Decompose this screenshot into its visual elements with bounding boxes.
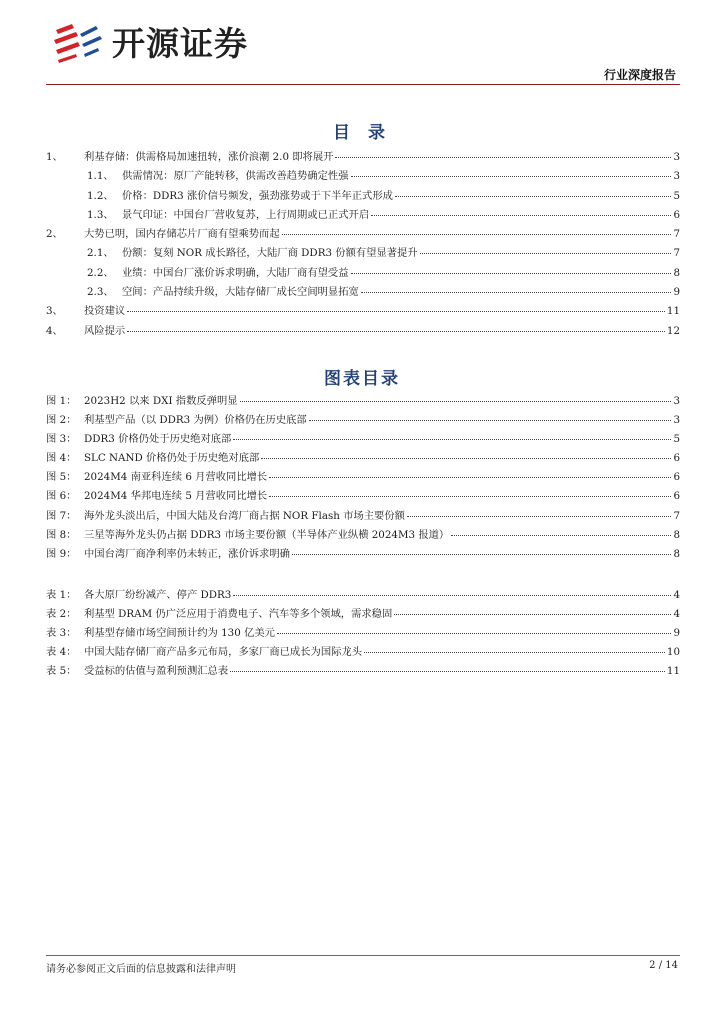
brand-logo	[46, 18, 248, 68]
entry-title: 受益标的估值与盈利预测汇总表	[84, 665, 229, 678]
entry-number: 1、	[46, 151, 63, 163]
entry-number: 表 5：	[46, 665, 77, 678]
entry-number: 1.2、	[87, 189, 114, 202]
entry-title: 各大原厂纷纷减产、停产 DDR3	[84, 589, 232, 601]
entry-title: 中国台湾厂商净利率仍未转正，涨价诉求明确	[84, 547, 290, 560]
entry-page-number: 3	[673, 395, 680, 407]
entry-title: SLC NAND 价格仍处于历史绝对底部	[84, 452, 260, 465]
dot-leader	[127, 323, 665, 332]
footer-disclaimer: 请务必参阅正文后面的信息披露和法律声明	[46, 964, 236, 975]
entry-page-number: 5	[673, 433, 680, 446]
entry-title: 2023H2 以来 DXI 指数反弹明显	[84, 395, 238, 407]
entry-page-number: 6	[673, 490, 680, 503]
table-entry[interactable]	[46, 586, 680, 605]
toc-list	[46, 148, 680, 341]
dot-leader	[292, 546, 672, 555]
entry-page-number: 4	[673, 589, 680, 601]
entry-number: 图 8：	[46, 528, 77, 541]
entry-title: 业绩：中国台厂涨价诉求明确，大陆厂商有望受益	[122, 266, 349, 279]
entry-number: 图 9：	[46, 547, 77, 560]
figure-entry[interactable]	[46, 468, 680, 487]
entry-page-number: 7	[673, 228, 680, 241]
entry-number: 2.1、	[87, 247, 114, 260]
figure-entry[interactable]	[46, 449, 680, 468]
dot-leader	[395, 188, 672, 197]
dot-leader	[351, 168, 672, 177]
entry-title: 利基型存储市场空间预计约为 130 亿美元	[84, 627, 275, 640]
figure-entry[interactable]	[46, 392, 680, 411]
toc-entry[interactable]	[46, 225, 680, 244]
toc-entry[interactable]	[46, 244, 680, 263]
entry-page-number: 8	[673, 266, 680, 279]
toc-entry[interactable]	[46, 302, 680, 321]
brand-logo-icon	[46, 20, 108, 66]
dot-leader	[371, 207, 671, 216]
dot-leader	[230, 663, 665, 672]
entry-title: 2024M4 华邦电连续 5 月营收同比增长	[84, 490, 268, 503]
entry-page-number: 9	[673, 286, 680, 299]
entry-page-number: 3	[673, 170, 680, 183]
entry-number: 表 1：	[46, 589, 77, 601]
dot-leader	[240, 393, 672, 402]
table-entry[interactable]	[46, 624, 680, 643]
figure-entry[interactable]	[46, 430, 680, 449]
dot-leader	[261, 450, 671, 459]
figure-entry[interactable]	[46, 487, 680, 506]
entry-page-number: 10	[666, 646, 680, 659]
toc-entry[interactable]	[46, 206, 680, 225]
table-entry[interactable]	[46, 643, 680, 662]
dot-leader	[127, 303, 665, 312]
figure-entry[interactable]	[46, 411, 680, 430]
entry-page-number: 5	[673, 189, 680, 202]
entry-page-number: 4	[673, 608, 680, 621]
entry-number: 2.2、	[87, 266, 114, 279]
dot-leader	[364, 644, 665, 653]
entry-number: 1.3、	[87, 208, 114, 221]
entry-title: 投资建议	[84, 305, 126, 318]
entry-number: 4、	[46, 324, 63, 337]
entry-number: 3、	[46, 305, 63, 318]
entry-page-number: 8	[673, 547, 680, 560]
entry-page-number: 8	[673, 528, 680, 541]
entry-number: 表 2：	[46, 608, 77, 621]
dot-leader	[269, 469, 671, 478]
entry-number: 2.3、	[87, 286, 114, 299]
figure-entry[interactable]	[46, 507, 680, 526]
table-entry[interactable]	[46, 662, 680, 681]
page-indicator: 2 / 14	[649, 960, 678, 971]
table-list	[46, 586, 680, 681]
footer-divider	[46, 955, 680, 956]
dot-leader	[335, 149, 671, 158]
report-type-label: 行业深度报告	[603, 68, 676, 82]
entry-title: 利基存储：供需格局加速扭转，涨价浪潮 2.0 即将展开	[84, 151, 334, 163]
toc-entry[interactable]	[46, 148, 680, 167]
dot-leader	[420, 245, 672, 254]
dot-leader	[451, 527, 671, 536]
entry-title: 2024M4 南亚科连续 6 月营收同比增长	[84, 471, 268, 484]
dot-leader	[277, 625, 671, 634]
dot-leader	[233, 431, 671, 440]
entry-page-number: 6	[673, 471, 680, 484]
figures-title: 图表目录	[324, 369, 400, 389]
entry-number: 图 1：	[46, 395, 77, 407]
entry-title: 风险提示	[84, 324, 126, 337]
figure-entry[interactable]	[46, 545, 680, 564]
dot-leader	[269, 488, 671, 497]
entry-page-number: 9	[673, 627, 680, 640]
entry-number: 图 4：	[46, 452, 77, 465]
entry-page-number: 3	[673, 414, 680, 427]
entry-page-number: 7	[673, 509, 680, 522]
entry-page-number: 7	[673, 247, 680, 260]
entry-title: 价格：DDR3 涨价信号频发，强劲涨势或于下半年正式形成	[122, 189, 393, 202]
dot-leader	[361, 284, 672, 293]
entry-title: 海外龙头淡出后，中国大陆及台湾厂商占据 NOR Flash 市场主要份额	[84, 509, 405, 522]
entry-number: 表 3：	[46, 627, 77, 640]
entry-number: 表 4：	[46, 646, 77, 659]
entry-number: 图 2：	[46, 414, 77, 427]
entry-title: 利基型 DRAM 仍广泛应用于消费电子、汽车等多个领域，需求稳固	[84, 608, 393, 621]
entry-title: 景气印证：中国台厂营收复苏，上行周期或已正式开启	[122, 208, 370, 221]
entry-title: 三星等海外龙头仍占据 DDR3 市场主要份额（半导体产业纵横 2024M3 报道）	[84, 528, 450, 541]
toc-title: 目 录	[333, 123, 391, 143]
entry-page-number: 11	[666, 665, 680, 678]
entry-number: 图 7：	[46, 509, 77, 522]
toc-entry[interactable]	[46, 283, 680, 302]
dot-leader	[233, 587, 671, 596]
toc-entry[interactable]	[46, 167, 680, 186]
toc-entry[interactable]	[46, 264, 680, 283]
entry-number: 1.1、	[87, 170, 114, 183]
table-entry[interactable]	[46, 605, 680, 624]
entry-page-number: 3	[673, 151, 680, 163]
entry-title: 供需情况：原厂产能转移，供需改善趋势确定性强	[122, 170, 349, 183]
dot-leader	[407, 508, 672, 517]
entry-number: 图 5：	[46, 471, 77, 484]
entry-number: 图 3：	[46, 433, 77, 446]
entry-title: 份额：复刻 NOR 成长路径，大陆厂商 DDR3 份额有望显著提升	[122, 247, 418, 260]
entry-number: 图 6：	[46, 490, 77, 503]
entry-title: 利基型产品（以 DDR3 为例）价格仍在历史底部	[84, 414, 307, 427]
dot-leader	[282, 226, 672, 235]
entry-title: DDR3 价格仍处于历史绝对底部	[84, 433, 232, 446]
entry-number: 2、	[46, 228, 63, 241]
dot-leader	[351, 265, 672, 274]
toc-entry[interactable]	[46, 187, 680, 206]
dot-leader	[309, 412, 672, 421]
entry-title: 空间：产品持续升级，大陆存储厂成长空间明显拓宽	[122, 286, 359, 299]
entry-page-number: 6	[673, 208, 680, 221]
entry-page-number: 11	[666, 305, 680, 318]
entry-page-number: 6	[673, 452, 680, 465]
toc-entry[interactable]	[46, 322, 680, 341]
header-divider	[46, 84, 680, 85]
dot-leader	[394, 606, 671, 615]
brand-name: 开源证券	[112, 23, 248, 63]
figure-entry[interactable]	[46, 526, 680, 545]
entry-title: 大势已明，国内存储芯片厂商有望乘势而起	[84, 228, 280, 241]
figure-list	[46, 392, 680, 564]
entry-page-number: 12	[666, 324, 680, 337]
entry-title: 中国大陆存储厂商产品多元布局，多家厂商已成长为国际龙头	[84, 646, 363, 659]
